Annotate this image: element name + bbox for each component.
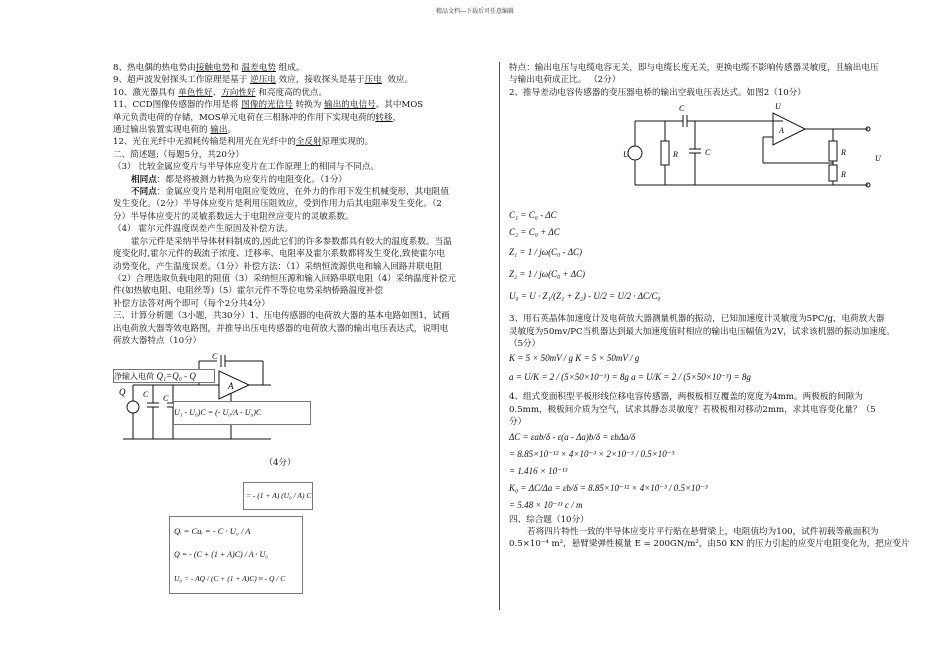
equation-box-b [169,516,303,594]
svg-text:U: U [875,154,881,164]
question-4-line3: 分） [509,417,527,428]
svg-text:C: C [705,148,711,158]
net-input-charge-label: 净输入电荷 Q₁=Q₀ - Q [113,369,215,383]
question-4-result: = 1.416 × 10⁻¹³ [509,465,568,476]
amplifier-feature-1: 特点：输出电压与电缆电容无关，即与电缆长度无关，更换电缆不影响传感器灵敏度，且输出电压 [509,63,879,73]
question-4-sensitivity-result: = 5.48 × 10⁻¹¹ c / m [509,499,583,510]
question-2: 2、推导差动电容传感器的变压器电桥的输出空载电压表达式。如图2（10分） [509,87,806,98]
figure-score: （4分） [264,458,296,469]
diff-points-2: 发生变化。（2分）半导体应变片是利用压阻效应，受到作用力后其电阻率发生变化。（2 [113,199,442,210]
equation-c2: C₂ = C₀ + ΔC [509,227,560,238]
hall-paragraph-4: （2）合理选取负载电阻的阻值（3）采纳恒压源和输入回路串联电阻（4）采纳温度补偿元 [113,273,456,284]
hall-paragraph-2: 度变化时,霍尔元件的载流子浓度、迁移率、电阻率及霍尔系数都将发生变化,致使霍尔电 [113,249,446,260]
equation-output-voltage: U₀ = - AQ / (C + (1 + A)C) ≈ - Q / C [174,573,286,583]
equation-z1: Z₁ = 1 / jω(C₀ - ΔC) [509,247,582,258]
question-11-line3: 通过输出装置实现电荷的 输出。 [113,125,237,136]
charge-amplifier-figure [113,349,313,457]
section-2-q3: （3） 比较金属应变片与半导体应变片在工作原理上的相同与不同点。 [113,162,380,173]
bridge-derivation [509,207,935,307]
question-4-delta-c: ΔC = εab/δ - ε(a - Δa)b/δ = εbΔa/δ [509,431,636,442]
svg-text:C: C [679,104,685,114]
question-4-line2: 0.5mm，极板间介质为空气，试求其静态灵敏度？若极板相对移动2mm，求其电容变化量？（5 [509,404,876,415]
question-11: 11、CCD图像传感器的作用是将 图像的光信号 转换为 输出的电信号。其中MOS [113,100,424,111]
column-divider [499,62,500,610]
question-3-line2: 灵敏度为50mv/PC当机器达到最大加速度值时相应的输出电压幅值为2V，试求该机器的振动加速度。 [509,326,896,337]
net-charge-expression: U₁ - U₀)C = (- U₀/A - U₀)C [173,401,311,425]
section-4-title: 四、综合题（10分） [509,514,589,525]
equation-z2: Z₂ = 1 / jω(C₀ + ΔC) [509,269,586,280]
transformer-bridge-circuit [623,101,923,201]
question-3-sensitivity: K = 5 × 50mV / g K = 5 × 50mV / g [509,353,640,364]
equation-charge-total: Q = - (C + (1 + A)C) / A · U₀ [174,549,269,559]
svg-text:A: A [228,381,234,392]
section-3-line3: 荷放大器特点（10分） [113,335,202,346]
comprehensive-line2: 0.5×10⁻⁴ m²，悬臂梁弹性模量 E = 200GN/m²，由50 KN 的压力引起的应变片电阻变化为，把应变片 [509,539,910,550]
equation-c1: C₁ = C₀ - ΔC [509,210,557,221]
section-2-q4: （4） 霍尔元件温度误差产生原因及补偿方法。 [113,224,294,235]
equation-box-a: = - (1 + A) (U₀ / A) C [243,482,313,510]
hall-paragraph-6: 补偿方法答对两个即可（每个2分共4分） [113,298,271,309]
svg-text:U: U [775,102,781,112]
svg-text:U: U [623,150,629,160]
question-3-line1: 3、用石英晶体加速度计及电荷放大器测量机器的振动，已知加速度计灵敏度为5PC/g，电荷放大器 [509,314,885,325]
diff-points-3: 分）半导体应变片的灵敏系数远大于电阻丝应变片的灵敏系数。 [113,211,354,222]
svg-text:C: C [143,390,149,400]
diff-points-1: 不同点：金属应变片是利用电阻应变效应，在外力的作用下发生机械变形，其电阻值 [131,187,449,198]
question-9: 9、超声波发射探头工作原理是基于 逆压电 效应，接收探头是基于压电 效应。 [113,75,414,86]
question-4-substitution: = 8.85×10⁻¹² × 4×10⁻³ × 2×10⁻³ / 0.5×10⁻³ [509,448,675,459]
svg-text:R: R [841,148,846,158]
comprehensive-line1: 若将四片特性一致的半导体应变片平行贴在悬臂梁上，电阻值均为100，试件初载等截面积为 [527,527,879,538]
question-4-sensitivity: K₀ = ΔC/Δa = εb/δ = 8.85×10⁻¹² × 4×10⁻³ / 0.5×10⁻³ [509,482,708,493]
hall-paragraph-1: 霍尔元件是采纳半导体材料制成的,因此它们的许多参数都具有较大的温度系数。当温 [131,236,452,247]
question-12: 12、光在光纤中无损耗传输是利用光在光纤中的全反射原理实现的。 [113,137,374,148]
section-3-line2: 出电荷放大器等效电路图，并推导出压电传感器的电荷放大器的输出电压表达式，说明电 [113,323,449,334]
page-header: 精品文档---下载后可任意编辑 [435,8,515,15]
section-2-title: 二、简述题:（每题5分，共20分） [113,149,245,160]
same-points: 相同点：都是将被测力转换为应变片的电阻变化。（1分） [131,174,348,185]
question-4-line1: 4、组式变面积型平板形线位移电容传感器，两极板相互覆盖的宽度为4mm。两极板的间隙为 [509,392,863,403]
question-3-acceleration: a = U/K = 2 / (5×50×10⁻³) = 8g a = U/K = 2 / (5×50×10⁻³) = 8g [509,372,751,383]
left-column [113,62,487,594]
svg-text:A: A [779,126,784,136]
hall-paragraph-5: 件(如热敏电阻、电阻丝等)（5）霍尔元件不等位电势采纳桥路温度补偿 [113,286,383,297]
equation-charge-input: Qᵢ = Cuᵢ = - C · U₀ / A [174,525,251,536]
hall-paragraph-3: 动势变化，产生温度误差。（1分）补偿方法：（1）采纳恒流源供电和输入回路并联电阻 [113,261,442,272]
section-3-line1: 三、计算分析题（3小题，共30分）1、压电传感器的电荷放大器的基本电路如图1，试画 [113,311,450,322]
svg-text:C: C [163,394,169,404]
svg-text:R: R [673,150,678,160]
right-column [509,62,935,551]
equation-output: U₀ = U · Z₁/(Z₁ + Z₂) - U/2 = U/2 · ΔC/C₀ [509,291,661,302]
question-8: 8、热电偶的热电势由接触电势和 温差电势 组成。 [113,63,305,73]
svg-text:C: C [212,352,218,362]
svg-text:R: R [841,170,846,180]
svg-text:Q: Q [119,387,126,398]
question-3-line3: （5分） [509,339,541,350]
question-11-line2: 单元负责电荷的存储，MOS单元电荷在三相脉冲的作用下实现电荷的转移， [113,112,402,123]
question-10: 10、激光器具有 单色性好、方向性好 和亮度高的优点。 [113,87,328,98]
amplifier-feature-2: 与输出电荷成正比。 （2分） [509,75,621,86]
